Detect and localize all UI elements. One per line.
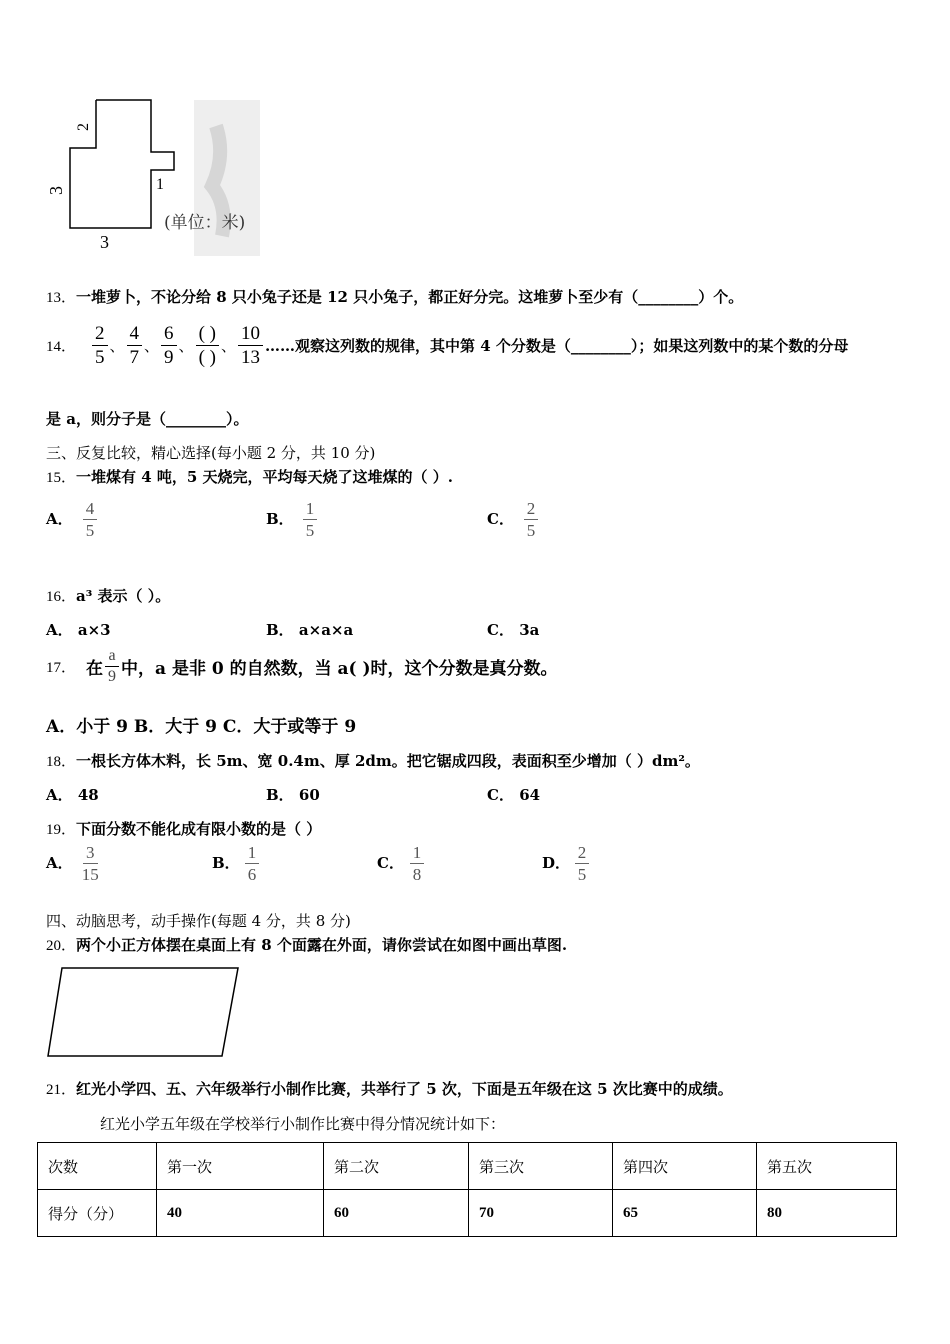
q18-option-a[interactable]: A． 48 [46, 786, 99, 804]
figure-label-bottom: 3 [100, 232, 109, 252]
figure-label-left: 3 [46, 186, 66, 195]
section-3-title: 三、反复比较，精心选择(每小题 2 分，共 10 分) [46, 444, 376, 462]
q19-option-c[interactable]: C． $\frac{1}{8}$ [377, 844, 426, 883]
question-18: 18．一根长方体木料，长 5m、宽 0.4m、厚 2dm。把它锯成四段，表面积至少增加（ ）dm²。 [46, 752, 700, 770]
q17-options[interactable]: A．小于 9 B．大于 9 C．大于或等于 9 [46, 717, 357, 737]
figure-unit: (单位：米) [164, 213, 246, 233]
q16-option-a[interactable]: A． a×3 [46, 621, 111, 639]
table-header-cell: 第一次 [157, 1143, 324, 1190]
table-caption: 红光小学五年级在学校举行小制作比赛中得分情况统计如下： [100, 1115, 506, 1133]
table-header-cell: 第二次 [324, 1143, 469, 1190]
table-header-cell: 次数 [38, 1143, 157, 1190]
q14-fraction-2: $\frac{4}{7}$ [127, 324, 143, 367]
q19-option-d[interactable]: D． $\frac{2}{5}$ [542, 844, 591, 883]
q15-option-a[interactable]: A． $\frac{4}{5}$ [46, 500, 99, 539]
table-cell: 得分（分） [38, 1190, 157, 1237]
question-14: 14． $\frac{2}{5}$ 、 $\frac{4}{7}$ 、 $\frac{6}{9}$ 、 $\frac{( )}{( )}$ 、 $\frac{10}{13}$ ……观察这列数的规律，其中第 4 个分数是（________）；如果这列数中的某个数的分母 [46, 323, 849, 368]
table-cell: 80 [757, 1190, 897, 1237]
table-cell: 60 [324, 1190, 469, 1237]
table-header-cell: 第五次 [757, 1143, 897, 1190]
figure-label-top: 2 [75, 123, 92, 131]
section-4-title: 四、动脑思考，动手操作(每题 4 分，共 8 分) [46, 912, 351, 930]
question-21: 21．红光小学四、五、六年级举行小制作比赛，共举行了 5 次，下面是五年级在这 5 次比赛中的成绩。 [46, 1080, 733, 1098]
question-13: 13．一堆萝卜，不论分给 8 只小兔子还是 12 只小兔子，都正好分完。这堆萝卜至少有（________）个。 [46, 288, 744, 306]
q15-option-b[interactable]: B． $\frac{1}{5}$ [266, 500, 319, 539]
parallelogram-drawing-area[interactable] [44, 964, 244, 1060]
q14-fraction-5: $\frac{10}{13}$ [238, 324, 263, 367]
shape-figure [44, 96, 264, 260]
q19-option-b[interactable]: B． $\frac{1}{6}$ [212, 844, 261, 883]
table-header-cell: 第三次 [469, 1143, 613, 1190]
shape-outline [70, 100, 174, 228]
question-15: 15．一堆煤有 4 吨，5 天烧完，平均每天烧了这堆煤的（ ）. [46, 468, 454, 486]
q14-fraction-blank: $\frac{( )}{( )}$ [196, 324, 219, 367]
q19-option-a[interactable]: A． $\frac{3}{15}$ [46, 843, 99, 884]
question-17: 17． 在 $\frac{a}{9}$ 中，a 是非 0 的自然数，当 a( )时，这个分数是真分数。 [46, 647, 558, 685]
q16-option-b[interactable]: B． a×a×a [266, 621, 354, 639]
q14-fraction-3: $\frac{6}{9}$ [161, 324, 177, 367]
q14-fraction-1: $\frac{2}{5}$ [92, 324, 108, 367]
q18-option-c[interactable]: C． 64 [487, 786, 541, 804]
question-19: 19．下面分数不能化成有限小数的是（ ） [46, 820, 322, 838]
question-14-cont: 是 a，则分子是（________）。 [46, 410, 249, 428]
table-row [38, 1190, 897, 1237]
question-16: 16．a³ 表示（ ）。 [46, 587, 171, 605]
q16-option-c[interactable]: C． 3a [487, 621, 540, 639]
table-cell: 40 [157, 1190, 324, 1237]
table-cell: 65 [613, 1190, 757, 1237]
table-header-cell: 第四次 [613, 1143, 757, 1190]
q15-option-c[interactable]: C． $\frac{2}{5}$ [487, 500, 540, 539]
table-header-row [38, 1143, 897, 1190]
score-table [37, 1142, 897, 1237]
table-cell: 70 [469, 1190, 613, 1237]
q18-option-b[interactable]: B． 60 [266, 786, 320, 804]
figure-label-step: 1 [156, 176, 164, 193]
question-20: 20．两个小正方体摆在桌面上有 8 个面露在外面，请你尝试在如图中画出草图. [46, 936, 568, 954]
